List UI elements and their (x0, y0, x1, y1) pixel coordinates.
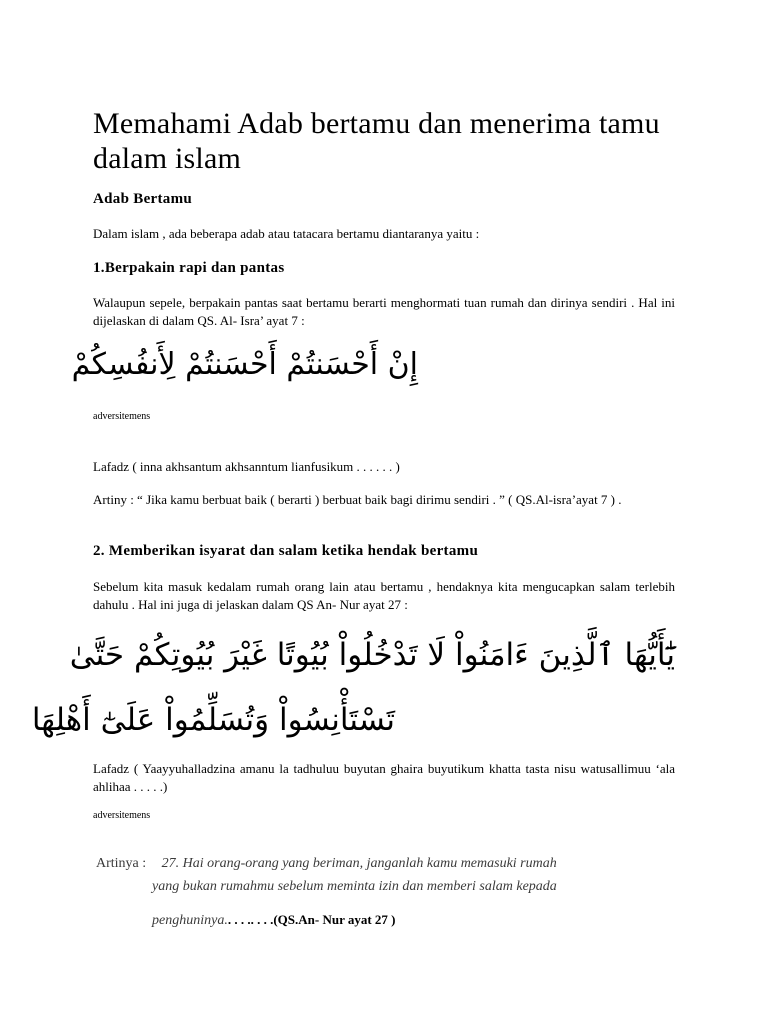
point2-lafadz: Lafadz ( Yaayyuhalladzina amanu la tadhuluu buyutan ghaira buyutikum khatta tasta nisu watusallimuu ‘ala ahlihaa . . . . .) (93, 761, 675, 794)
translation-line-3: penghuninya. (152, 913, 228, 928)
point2-heading: 2. Memberikan isyarat dan salam ketika hendak bertamu (93, 543, 479, 559)
intro-paragraph: Dalam islam , ada beberapa adab atau tatacara bertamu diantaranya yaitu : (93, 226, 480, 241)
translation-label: Artinya : (96, 856, 147, 871)
point1-lafadz: Lafadz ( inna akhsantum akhsanntum lianfusikum . . . . . . ) (93, 459, 400, 474)
point1-artinya: Artiny : “ Jika kamu berbuat baik ( berarti ) berbuat baik bagi dirimu sendiri . ” ( QS.Al-isra’ayat 7 ) . (93, 492, 622, 507)
point1-heading: 1.Berpakain rapi dan pantas (93, 260, 285, 276)
arabic-verse-nur-27-line2: تَسْتَأْنِسُواْ وَتُسَلِّمُواْ عَلَىٰٓ أَهْلِهَا (31, 702, 395, 738)
advert-label-2: adversitemens (93, 810, 151, 821)
point1-body: Walaupun sepele, berpakain pantas saat bertamu berarti menghormati tuan rumah dan dirinya sendiri . Hal ini dijelaskan di dalam QS. Al- Isra’ ayat 7 : (93, 295, 675, 328)
arabic-verse-nur-27-line1: يَٰٓأَيُّهَا ٱلَّذِينَ ءَامَنُواْ لَا تَدْخُلُواْ بُيُوتًا غَيْرَ بُيُوتِكُمْ حَتَّىٰ (69, 637, 675, 673)
translation-line-1: 27. Hai orang-orang yang beriman, janganlah kamu memasuki rumah (161, 856, 557, 871)
advert-label-1: adversitemens (93, 411, 151, 422)
translation-reference: . . . .. . . .(QS.An- Nur ayat 27 ) (227, 912, 396, 927)
translation-line-2: yang bukan rumahmu sebelum meminta izin dan memberi salam kepada (152, 879, 557, 894)
point2-body: Sebelum kita masuk kedalam rumah orang lain atau bertamu , hendaknya kita mengucapkan salam terlebih dahulu . Hal ini juga di jelaskan dalam QS An- Nur ayat 27 : (93, 579, 675, 612)
section-heading: Adab Bertamu (93, 191, 193, 207)
page-title: Memahami Adab bertamu dan menerima tamu dalam islam (93, 107, 660, 175)
arabic-verse-isra-7: إِنْ أَحْسَنتُمْ أَحْسَنتُمْ لِأَنفُسِكُمْ (71, 347, 418, 382)
translation-image (96, 852, 656, 932)
